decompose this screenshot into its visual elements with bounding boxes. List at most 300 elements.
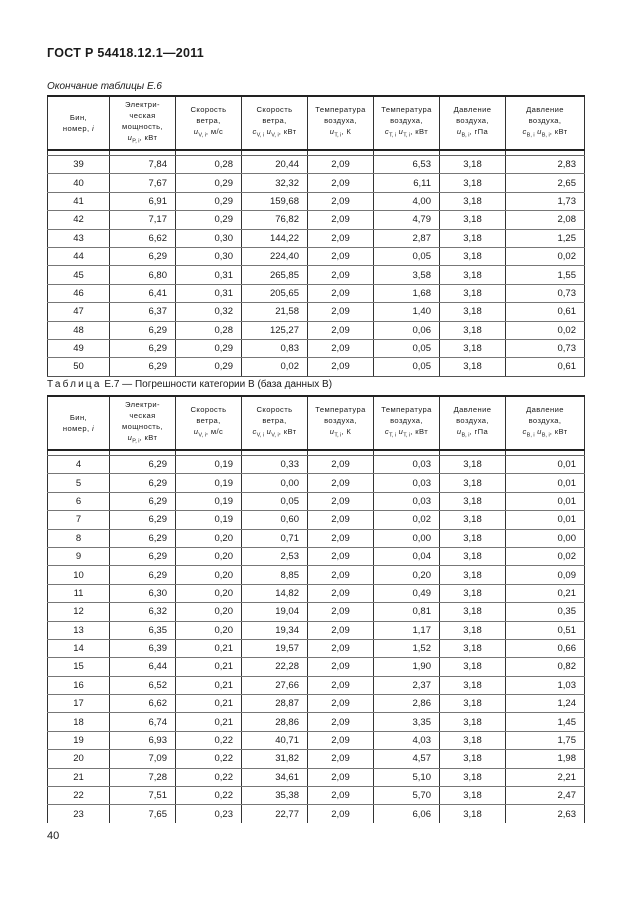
cell-bin: 4 [48,456,110,474]
cell-wind-speed-sens: 35,38 [242,787,308,805]
cell-air-temp-sens: 1,17 [374,621,440,639]
cell-air-temp-sens: 1,68 [374,284,440,302]
cell-air-pressure-sens: 1,03 [506,676,585,694]
cell-air-temp: 2,09 [308,547,374,565]
cell-air-pressure: 3,18 [440,492,506,510]
cell-bin: 45 [48,266,110,284]
cell-power: 6,52 [110,676,176,694]
cell-air-temp-sens: 0,04 [374,547,440,565]
cell-air-pressure-sens: 0,35 [506,603,585,621]
cell-air-temp: 2,09 [308,211,374,229]
cell-wind-speed-sens: 0,00 [242,474,308,492]
cell-wind-speed-sens: 0,71 [242,529,308,547]
cell-bin: 43 [48,229,110,247]
cell-air-pressure: 3,18 [440,303,506,321]
cell-air-pressure-sens: 0,00 [506,529,585,547]
cell-power: 6,29 [110,511,176,529]
cell-wind-speed-sens: 0,02 [242,358,308,376]
cell-wind-speed-sens: 14,82 [242,584,308,602]
cell-wind-speed-sens: 76,82 [242,211,308,229]
table-row [48,303,585,321]
cell-bin: 41 [48,192,110,210]
cell-wind-speed-sens: 21,58 [242,303,308,321]
cell-air-temp-sens: 5,70 [374,787,440,805]
cell-wind-speed-sens: 34,61 [242,768,308,786]
cell-power: 6,93 [110,731,176,749]
cell-bin: 40 [48,174,110,192]
cell-wind-speed: 0,21 [176,676,242,694]
col-header-air-pressure-sens: Давление воздуха, $c_{B, i}$ $u_{B, i}$, кВт [506,396,585,450]
cell-air-temp-sens: 0,05 [374,339,440,357]
table-row [48,621,585,639]
cell-wind-speed: 0,22 [176,750,242,768]
cell-air-temp: 2,09 [308,750,374,768]
cell-bin: 23 [48,805,110,823]
cell-power: 6,29 [110,529,176,547]
cell-air-pressure: 3,18 [440,266,506,284]
cell-air-temp-sens: 0,03 [374,456,440,474]
cell-air-pressure-sens: 0,61 [506,303,585,321]
table-row [48,750,585,768]
cell-wind-speed: 0,30 [176,229,242,247]
cell-air-pressure: 3,18 [440,174,506,192]
cell-air-pressure-sens: 1,55 [506,266,585,284]
cell-air-temp: 2,09 [308,639,374,657]
cell-bin: 46 [48,284,110,302]
cell-air-pressure: 3,18 [440,211,506,229]
cell-bin: 16 [48,676,110,694]
cell-wind-speed: 0,22 [176,768,242,786]
cell-air-temp-sens: 6,11 [374,174,440,192]
cell-air-pressure-sens: 0,61 [506,358,585,376]
table-row [48,713,585,731]
cell-wind-speed: 0,20 [176,621,242,639]
cell-wind-speed-sens: 31,82 [242,750,308,768]
cell-bin: 14 [48,639,110,657]
cell-wind-speed: 0,22 [176,731,242,749]
cell-wind-speed: 0,21 [176,639,242,657]
cell-wind-speed: 0,20 [176,603,242,621]
cell-air-temp-sens: 0,20 [374,566,440,584]
cell-air-pressure-sens: 0,09 [506,566,585,584]
cell-power: 6,30 [110,584,176,602]
table-row [48,211,585,229]
cell-air-temp: 2,09 [308,339,374,357]
table-row [48,456,585,474]
cell-air-pressure: 3,18 [440,750,506,768]
col-header-wind-speed-sens: Скорость ветра, $c_{V, i}$ $u_{V, i}$, кВт [242,396,308,450]
cell-air-temp-sens: 3,58 [374,266,440,284]
cell-power: 7,65 [110,805,176,823]
table-row [48,787,585,805]
cell-air-temp: 2,09 [308,192,374,210]
cell-air-pressure-sens: 1,24 [506,695,585,713]
table-row [48,768,585,786]
cell-wind-speed-sens: 28,87 [242,695,308,713]
table-row [48,192,585,210]
col-header-air-pressure: Давление воздуха, $u_{B, i}$, гПа [440,96,506,150]
cell-air-pressure: 3,18 [440,695,506,713]
cell-power: 7,67 [110,174,176,192]
cell-air-pressure: 3,18 [440,339,506,357]
cell-air-temp-sens: 4,00 [374,192,440,210]
cell-air-pressure-sens: 0,73 [506,339,585,357]
cell-power: 6,29 [110,358,176,376]
cell-bin: 20 [48,750,110,768]
cell-air-temp: 2,09 [308,787,374,805]
cell-air-temp-sens: 0,81 [374,603,440,621]
cell-air-temp: 2,09 [308,731,374,749]
cell-air-temp: 2,09 [308,676,374,694]
cell-air-temp-sens: 2,87 [374,229,440,247]
cell-wind-speed-sens: 22,28 [242,658,308,676]
cell-air-pressure-sens: 0,73 [506,284,585,302]
cell-bin: 9 [48,547,110,565]
cell-bin: 11 [48,584,110,602]
cell-air-temp-sens: 0,06 [374,321,440,339]
col-header-air-temp-sens: Температура воздуха, $c_{T, i}$ $u_{T, i}$, кВт [374,396,440,450]
cell-air-temp: 2,09 [308,156,374,174]
cell-air-pressure-sens: 0,01 [506,492,585,510]
cell-air-pressure-sens: 0,02 [506,247,585,265]
table-header-row [48,96,585,150]
col-header-air-pressure: Давление воздуха, $u_{B, i}$, гПа [440,396,506,450]
cell-air-pressure: 3,18 [440,621,506,639]
cell-air-pressure-sens: 2,47 [506,787,585,805]
cell-wind-speed: 0,31 [176,266,242,284]
cell-wind-speed-sens: 159,68 [242,192,308,210]
cell-air-pressure: 3,18 [440,474,506,492]
cell-power: 6,32 [110,603,176,621]
cell-air-pressure: 3,18 [440,805,506,823]
col-header-air-pressure-sens: Давление воздуха, $c_{B, i}$ $u_{B, i}$, кВт [506,96,585,150]
cell-air-temp: 2,09 [308,229,374,247]
cell-air-pressure-sens: 1,25 [506,229,585,247]
cell-air-pressure: 3,18 [440,358,506,376]
cell-air-pressure-sens: 2,21 [506,768,585,786]
cell-air-pressure-sens: 0,66 [506,639,585,657]
cell-bin: 15 [48,658,110,676]
col-header-bin: Бин, номер, i [48,396,110,450]
cell-air-pressure: 3,18 [440,731,506,749]
cell-air-pressure-sens: 2,65 [506,174,585,192]
cell-wind-speed: 0,28 [176,156,242,174]
cell-air-pressure-sens: 0,02 [506,321,585,339]
cell-wind-speed: 0,29 [176,192,242,210]
cell-wind-speed: 0,20 [176,584,242,602]
cell-power: 6,37 [110,303,176,321]
cell-wind-speed-sens: 19,57 [242,639,308,657]
cell-wind-speed: 0,29 [176,358,242,376]
cell-bin: 12 [48,603,110,621]
cell-power: 6,29 [110,566,176,584]
cell-air-temp: 2,09 [308,566,374,584]
cell-air-pressure-sens: 0,82 [506,658,585,676]
cell-air-temp: 2,09 [308,284,374,302]
cell-power: 6,62 [110,695,176,713]
cell-bin: 19 [48,731,110,749]
cell-wind-speed-sens: 125,27 [242,321,308,339]
cell-air-temp: 2,09 [308,358,374,376]
cell-power: 6,29 [110,339,176,357]
cell-air-temp-sens: 5,10 [374,768,440,786]
table-row [48,566,585,584]
cell-wind-speed: 0,20 [176,547,242,565]
cell-bin: 49 [48,339,110,357]
table-row [48,529,585,547]
cell-bin: 21 [48,768,110,786]
cell-air-temp-sens: 4,03 [374,731,440,749]
cell-wind-speed: 0,32 [176,303,242,321]
cell-wind-speed-sens: 0,83 [242,339,308,357]
cell-wind-speed-sens: 19,04 [242,603,308,621]
cell-power: 6,29 [110,474,176,492]
cell-power: 7,84 [110,156,176,174]
cell-air-pressure-sens: 0,01 [506,456,585,474]
cell-power: 6,35 [110,621,176,639]
cell-wind-speed: 0,22 [176,787,242,805]
cell-air-temp: 2,09 [308,456,374,474]
cell-air-temp: 2,09 [308,321,374,339]
cell-bin: 50 [48,358,110,376]
table-row [48,174,585,192]
cell-air-pressure: 3,18 [440,787,506,805]
cell-air-temp: 2,09 [308,474,374,492]
cell-bin: 44 [48,247,110,265]
cell-air-pressure: 3,18 [440,676,506,694]
cell-air-pressure: 3,18 [440,566,506,584]
cell-air-temp-sens: 0,00 [374,529,440,547]
col-header-wind-speed: Скорость ветра, $u_{V, i}$, м/с [176,96,242,150]
cell-air-temp: 2,09 [308,174,374,192]
cell-bin: 17 [48,695,110,713]
cell-air-temp-sens: 0,49 [374,584,440,602]
cell-air-pressure: 3,18 [440,284,506,302]
table-row [48,695,585,713]
cell-air-pressure: 3,18 [440,247,506,265]
cell-wind-speed: 0,29 [176,174,242,192]
cell-air-temp: 2,09 [308,621,374,639]
col-header-bin: Бин, номер, i [48,96,110,150]
cell-air-pressure: 3,18 [440,511,506,529]
cell-air-temp-sens: 1,52 [374,639,440,657]
table-row [48,358,585,376]
cell-power: 7,28 [110,768,176,786]
table-e6 [47,95,585,377]
col-header-wind-speed: Скорость ветра, $u_{V, i}$, м/с [176,396,242,450]
cell-air-temp-sens: 3,35 [374,713,440,731]
cell-air-pressure-sens: 0,01 [506,511,585,529]
cell-air-pressure-sens: 1,45 [506,713,585,731]
table-row [48,639,585,657]
cell-air-temp: 2,09 [308,511,374,529]
table-row [48,676,585,694]
table-row [48,156,585,174]
cell-wind-speed-sens: 20,44 [242,156,308,174]
table-row [48,511,585,529]
cell-air-temp-sens: 4,57 [374,750,440,768]
table-row [48,658,585,676]
cell-power: 6,80 [110,266,176,284]
cell-wind-speed: 0,19 [176,474,242,492]
cell-wind-speed-sens: 28,86 [242,713,308,731]
cell-air-pressure-sens: 2,63 [506,805,585,823]
table-row [48,284,585,302]
cell-power: 7,09 [110,750,176,768]
table-row [48,603,585,621]
cell-air-temp-sens: 1,90 [374,658,440,676]
cell-air-temp: 2,09 [308,492,374,510]
cell-air-pressure-sens: 0,51 [506,621,585,639]
cell-air-pressure: 3,18 [440,321,506,339]
cell-wind-speed-sens: 27,66 [242,676,308,694]
cell-power: 7,51 [110,787,176,805]
cell-bin: 13 [48,621,110,639]
cell-wind-speed: 0,31 [176,284,242,302]
cell-air-temp-sens: 2,86 [374,695,440,713]
cell-air-pressure-sens: 0,01 [506,474,585,492]
cell-air-pressure: 3,18 [440,768,506,786]
cell-air-temp: 2,09 [308,303,374,321]
cell-air-pressure: 3,18 [440,713,506,731]
cell-bin: 18 [48,713,110,731]
table-row [48,805,585,823]
cell-wind-speed-sens: 144,22 [242,229,308,247]
col-header-wind-speed-sens: Скорость ветра, $c_{V, i}$ $u_{V, i}$, кВт [242,96,308,150]
cell-power: 6,29 [110,247,176,265]
table-row [48,474,585,492]
cell-air-pressure: 3,18 [440,456,506,474]
cell-wind-speed-sens: 2,53 [242,547,308,565]
cell-air-pressure: 3,18 [440,584,506,602]
cell-air-temp: 2,09 [308,584,374,602]
cell-wind-speed: 0,21 [176,658,242,676]
page-number: 40 [47,830,60,842]
cell-wind-speed-sens: 8,85 [242,566,308,584]
table-row [48,229,585,247]
col-header-air-temp: Температура воздуха, $u_{T, i}$, К [308,96,374,150]
cell-wind-speed: 0,28 [176,321,242,339]
cell-bin: 39 [48,156,110,174]
cell-air-temp-sens: 0,05 [374,358,440,376]
cell-air-temp-sens: 6,53 [374,156,440,174]
cell-air-pressure: 3,18 [440,229,506,247]
cell-air-temp: 2,09 [308,603,374,621]
cell-air-pressure: 3,18 [440,639,506,657]
cell-air-temp: 2,09 [308,658,374,676]
cell-power: 6,29 [110,547,176,565]
cell-power: 6,74 [110,713,176,731]
cell-wind-speed-sens: 22,77 [242,805,308,823]
cell-air-temp-sens: 6,06 [374,805,440,823]
table-row [48,584,585,602]
table-row [48,339,585,357]
cell-bin: 5 [48,474,110,492]
cell-air-pressure: 3,18 [440,658,506,676]
cell-wind-speed: 0,29 [176,211,242,229]
cell-air-pressure-sens: 0,02 [506,547,585,565]
cell-bin: 8 [48,529,110,547]
cell-power: 6,29 [110,492,176,510]
col-header-air-temp: Температура воздуха, $u_{T, i}$, К [308,396,374,450]
cell-air-temp: 2,09 [308,529,374,547]
cell-power: 6,62 [110,229,176,247]
cell-air-temp: 2,09 [308,768,374,786]
table-row [48,321,585,339]
cell-air-temp-sens: 1,40 [374,303,440,321]
cell-power: 6,29 [110,456,176,474]
cell-air-temp-sens: 2,37 [374,676,440,694]
cell-air-temp: 2,09 [308,266,374,284]
cell-wind-speed: 0,21 [176,695,242,713]
cell-wind-speed: 0,30 [176,247,242,265]
cell-wind-speed-sens: 0,33 [242,456,308,474]
document-title: ГОСТ Р 54418.12.1—2011 [47,46,205,60]
cell-wind-speed: 0,20 [176,566,242,584]
cell-wind-speed: 0,20 [176,529,242,547]
cell-power: 7,17 [110,211,176,229]
cell-air-temp-sens: 4,79 [374,211,440,229]
cell-power: 6,44 [110,658,176,676]
cell-air-pressure-sens: 0,21 [506,584,585,602]
cell-air-pressure: 3,18 [440,156,506,174]
cell-air-pressure-sens: 1,75 [506,731,585,749]
cell-wind-speed: 0,19 [176,456,242,474]
cell-air-pressure-sens: 2,08 [506,211,585,229]
cell-wind-speed-sens: 19,34 [242,621,308,639]
table-row [48,247,585,265]
cell-air-temp: 2,09 [308,695,374,713]
cell-wind-speed: 0,19 [176,492,242,510]
table-e6-caption: Окончание таблицы Е.6 [47,81,162,92]
cell-bin: 6 [48,492,110,510]
cell-air-pressure-sens: 2,83 [506,156,585,174]
cell-air-temp: 2,09 [308,713,374,731]
cell-power: 6,91 [110,192,176,210]
cell-wind-speed-sens: 32,32 [242,174,308,192]
cell-power: 6,41 [110,284,176,302]
cell-air-pressure: 3,18 [440,603,506,621]
cell-wind-speed-sens: 0,05 [242,492,308,510]
table-header-row [48,396,585,450]
col-header-air-temp-sens: Температура воздуха, $c_{T, i}$ $u_{T, i}$, кВт [374,96,440,150]
cell-air-pressure: 3,18 [440,529,506,547]
cell-wind-speed: 0,29 [176,339,242,357]
table-row [48,547,585,565]
cell-wind-speed-sens: 0,60 [242,511,308,529]
cell-wind-speed-sens: 40,71 [242,731,308,749]
cell-air-temp-sens: 0,03 [374,492,440,510]
cell-air-temp: 2,09 [308,247,374,265]
cell-wind-speed: 0,19 [176,511,242,529]
cell-wind-speed-sens: 265,85 [242,266,308,284]
cell-bin: 10 [48,566,110,584]
cell-wind-speed: 0,23 [176,805,242,823]
cell-bin: 7 [48,511,110,529]
cell-power: 6,39 [110,639,176,657]
cell-wind-speed-sens: 224,40 [242,247,308,265]
cell-air-temp-sens: 0,05 [374,247,440,265]
cell-power: 6,29 [110,321,176,339]
cell-air-temp-sens: 0,03 [374,474,440,492]
cell-wind-speed-sens: 205,65 [242,284,308,302]
cell-air-pressure: 3,18 [440,192,506,210]
cell-bin: 42 [48,211,110,229]
table-e7-caption: Таблица Е.7 — Погрешности категории В (база данных В) [47,379,333,390]
cell-air-pressure-sens: 1,98 [506,750,585,768]
col-header-power: Электри- ческая мощность, $u_{P, i}$, кВт [110,96,176,150]
cell-bin: 48 [48,321,110,339]
